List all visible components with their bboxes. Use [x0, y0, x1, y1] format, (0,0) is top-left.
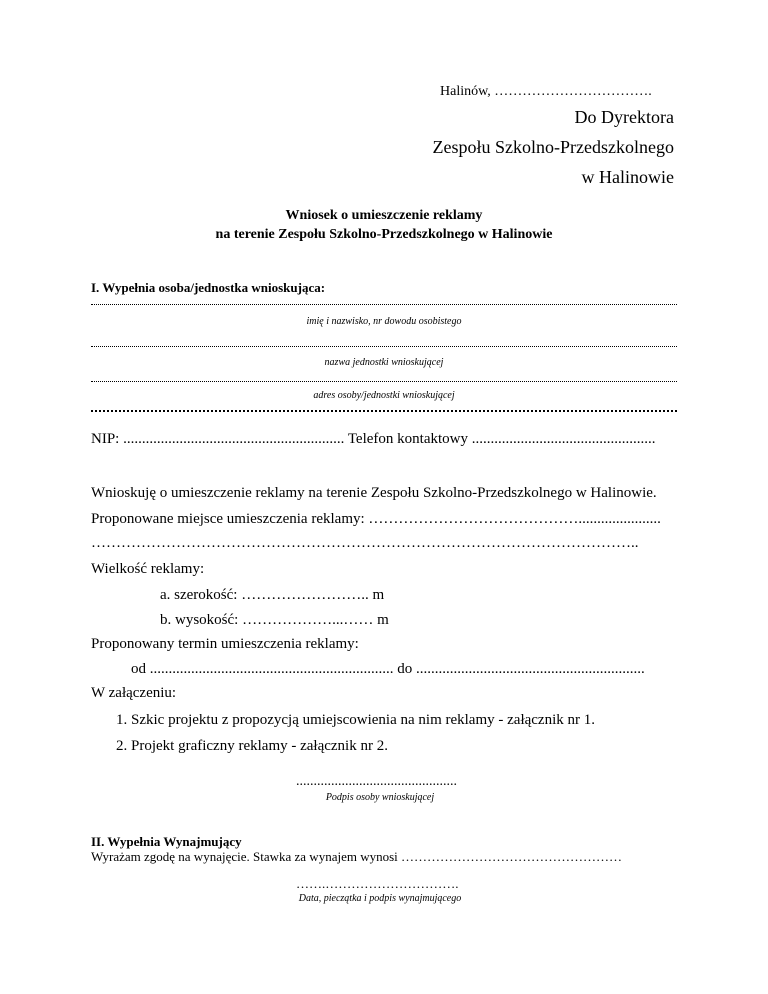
attachment-1: 1. Szkic projektu z propozycją umiejscowienia na nim reklamy - załącznik nr 1.: [116, 712, 595, 728]
field-name-id-caption: imię i nazwisko, nr dowodu osobistego: [306, 316, 462, 327]
addressee-line-2: Zespołu Szkolno-Przedszkolnego: [432, 137, 674, 157]
height-field: b. wysokość: ………………...…… m: [160, 612, 389, 628]
proposed-place-label: Proponowane miejsce umieszczenia reklamy: ……………………………………......................: [91, 511, 661, 527]
place-date: Halinów, …………………………….: [440, 84, 652, 99]
field-address-line[interactable]: [91, 381, 677, 382]
field-name-id-line[interactable]: [91, 304, 677, 305]
term-label: Proponowany termin umieszczenia reklamy:: [91, 636, 359, 652]
lessor-signature-caption: Data, pieczątka i podpis wynajmującego: [298, 893, 462, 904]
consent-text: Wyrażam zgodę na wynajęcie. Stawka za wynajem wynosi ……………………………………………: [91, 849, 623, 864]
document-title-line-1: Wniosek o umieszczenie reklamy: [285, 208, 483, 223]
addressee-line-3: w Halinowie: [581, 167, 674, 187]
field-unit-name-caption: nazwa jednostki wnioskującej: [324, 357, 444, 368]
attachment-2: 2. Projekt graficzny reklamy - załącznik nr 2.: [116, 738, 388, 754]
attachments-label: W załączeniu:: [91, 685, 177, 701]
request-text: Wnioskuję o umieszczenie reklamy na terenie Zespołu Szkolno-Przedszkolnego w Halinowie.: [91, 485, 657, 501]
field-address-caption: adres osoby/jednostki wnioskującej: [313, 390, 455, 401]
size-label: Wielkość reklamy:: [91, 561, 205, 577]
width-field: a. szerokość: …………………….. m: [160, 587, 385, 603]
lessor-signature-line: …….………………………….: [296, 876, 459, 891]
document-title-line-2: na terenie Zespołu Szkolno-Przedszkolnego w Halinowie: [215, 227, 553, 242]
term-field: od ................................................................. do .............................................................: [131, 661, 645, 677]
applicant-signature-line: ..............................................: [296, 774, 457, 789]
proposed-place-line-2: ………………………………………………………………………………………………..: [91, 535, 639, 551]
field-extra-line[interactable]: [91, 410, 677, 412]
applicant-signature-caption: Podpis osoby wnioskującej: [325, 792, 435, 803]
section-2-heading: II. Wypełnia Wynajmujący: [91, 834, 242, 849]
field-unit-name-line[interactable]: [91, 346, 677, 347]
addressee-line-1: Do Dyrektora: [574, 107, 674, 127]
nip-phone-line: NIP: ........................................................... Telefon kontaktowy .................................................: [91, 431, 656, 447]
section-1-heading: I. Wypełnia osoba/jednostka wnioskująca:: [91, 280, 326, 295]
